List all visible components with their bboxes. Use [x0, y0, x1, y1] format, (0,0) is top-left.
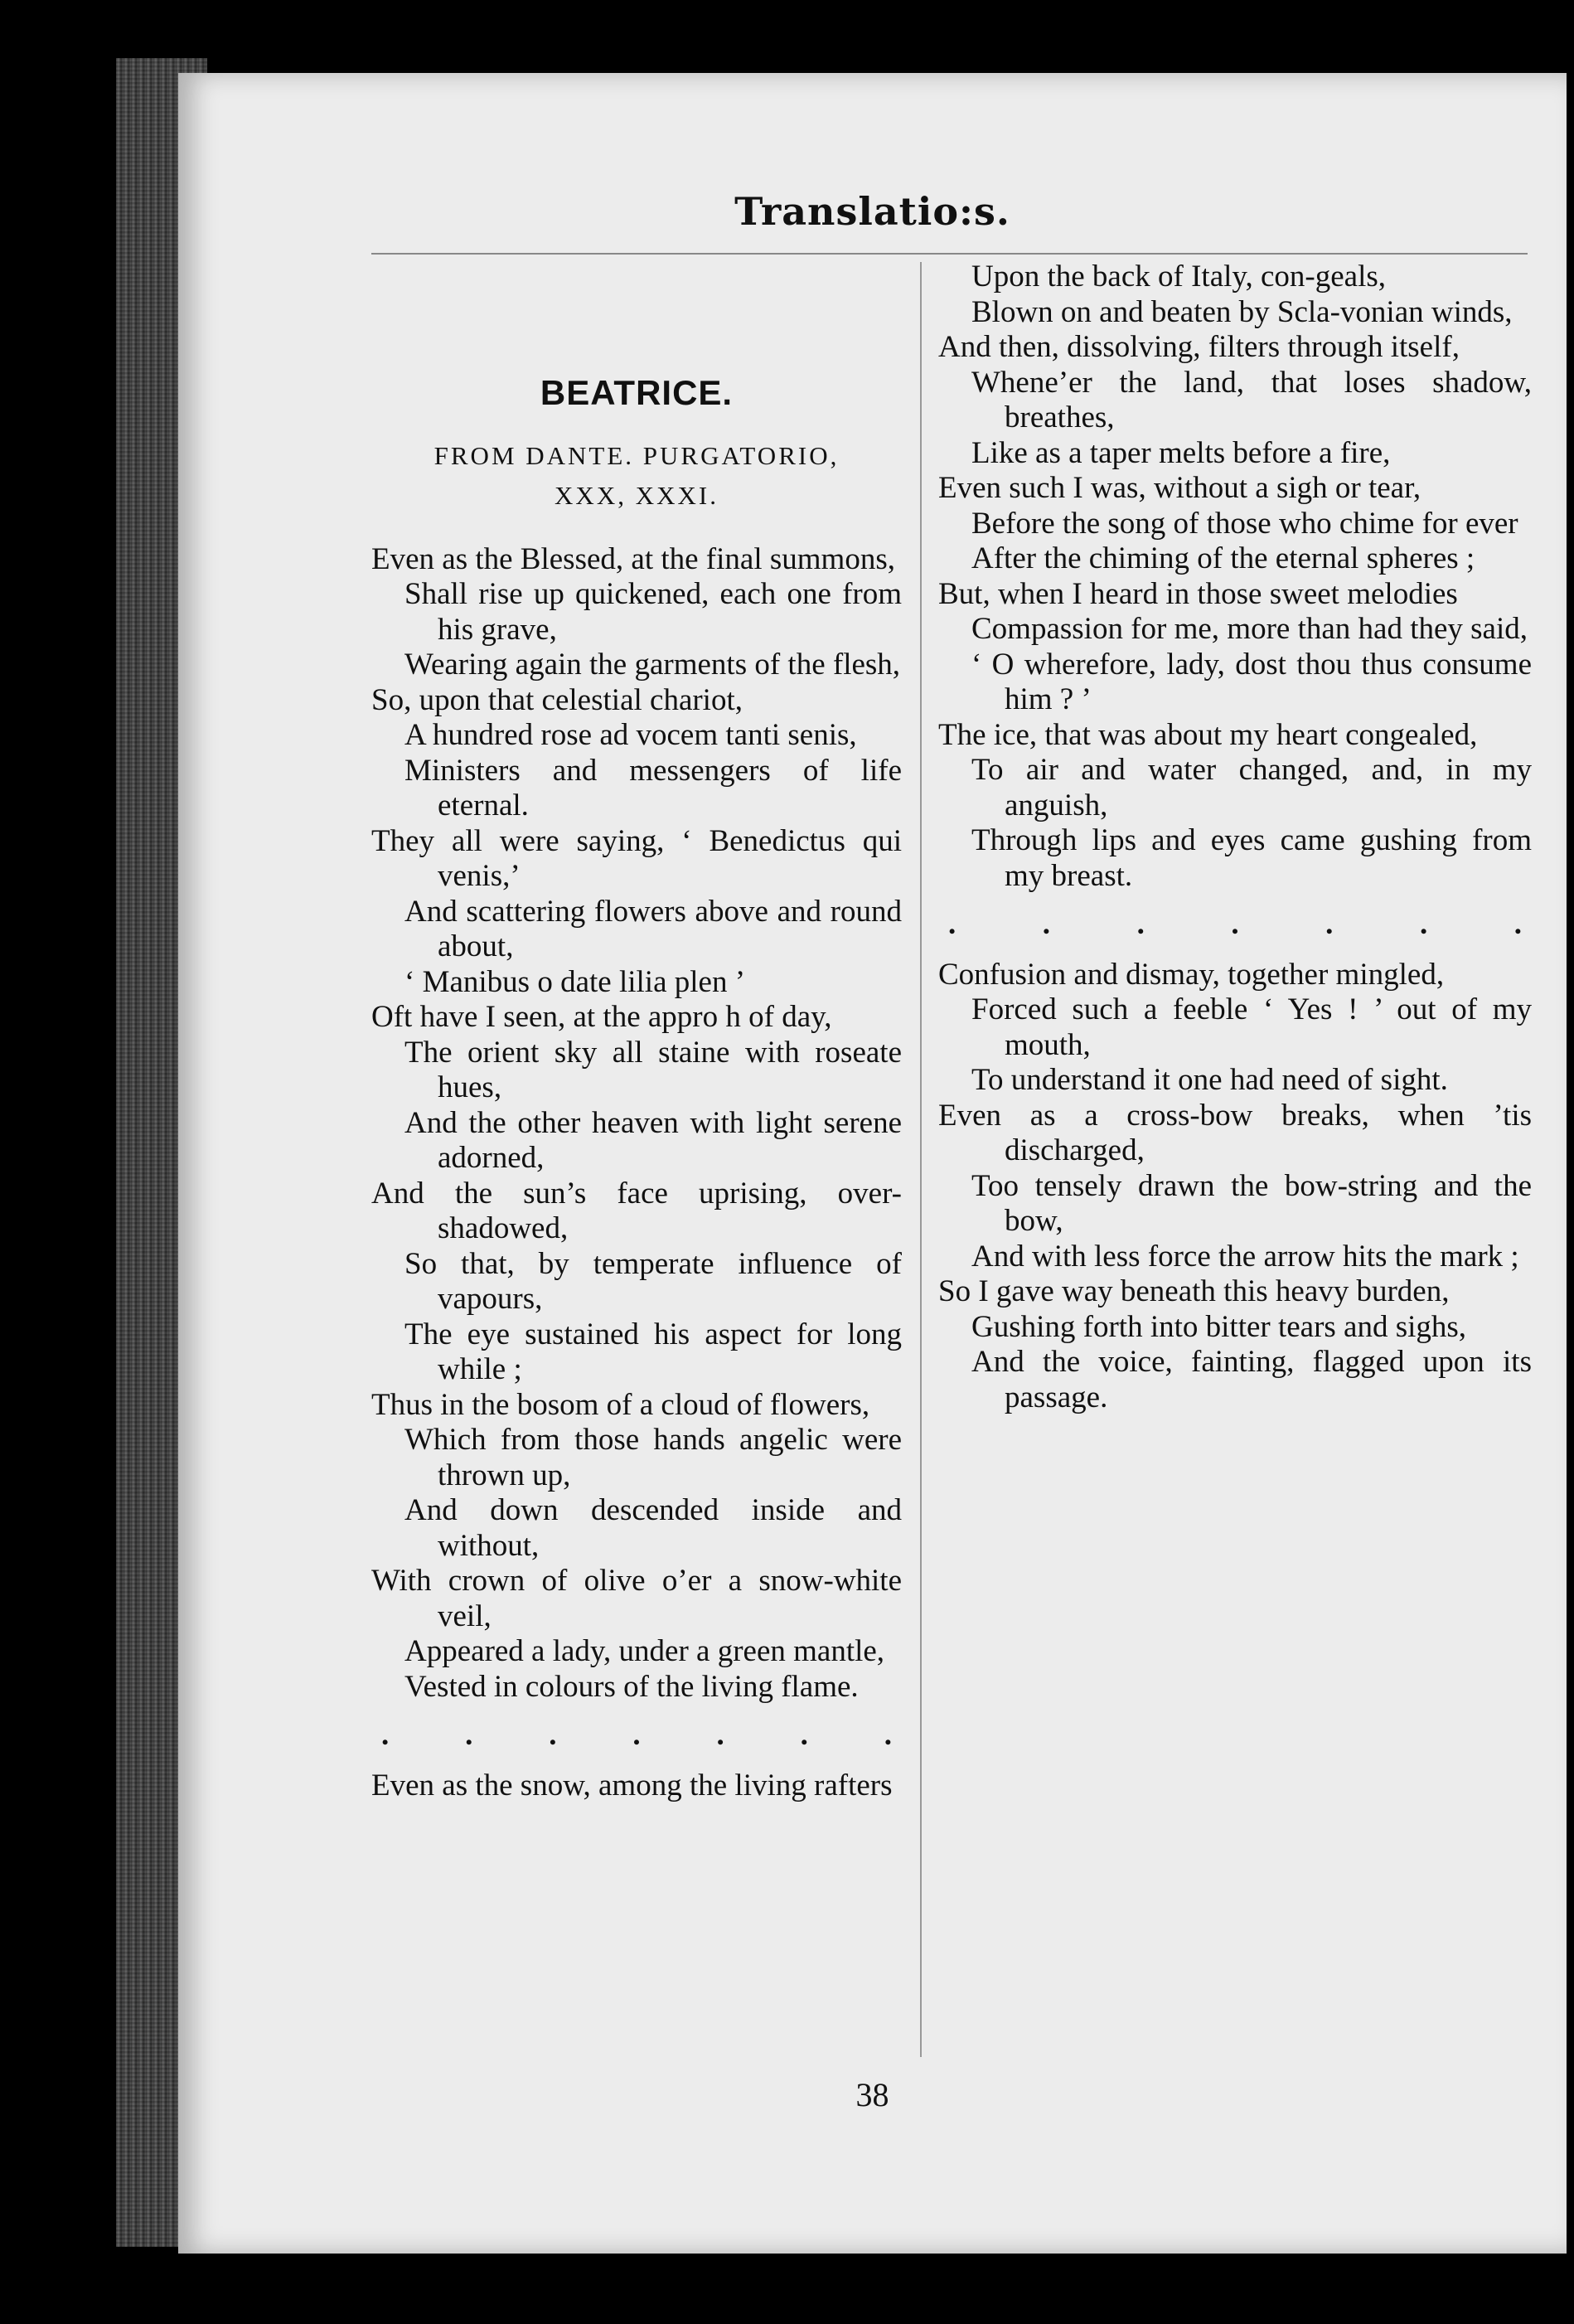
- verse-line: ‘ Manibus o date lilia plen ’: [404, 964, 746, 999]
- verse-line: Whene’er the land, that loses shadow, breathes,: [971, 365, 1532, 434]
- right-column: [938, 260, 1532, 1415]
- page-number: 38: [855, 2076, 889, 2113]
- verse-line: A hundred rose ad vocem tanti senis,: [404, 718, 857, 752]
- verse-line: Oft have I seen, at the appro h of day,: [371, 1000, 832, 1034]
- source-line-2: XXX, XXXI.: [555, 480, 719, 510]
- source-line-1: FROM DANTE. PURGATORIO,: [433, 440, 840, 470]
- verse-line: Forced such a feeble ‘ Yes ! ’ out of my mouth,: [971, 992, 1532, 1062]
- verse-line: Vested in colours of the living flame.: [404, 1669, 859, 1704]
- verse-line: After the chiming of the eternal spheres ;: [971, 541, 1475, 575]
- verse-line: The orient sky all staine with roseate hues,: [404, 1035, 902, 1104]
- verse-line: They all were saying, ‘ Benedictus qui venis,’: [371, 823, 902, 893]
- verse-line: Even such I was, without a sigh or tear,: [938, 471, 1421, 505]
- verse-line: Appeared a lady, under a green mantle,: [404, 1634, 885, 1668]
- ellipsis-dots: . . . . . . .: [948, 907, 1522, 941]
- verse-line: Which from those hands angelic were thrown up,: [404, 1423, 902, 1492]
- verse-line: Upon the back of Italy, con-geals,: [971, 260, 1387, 294]
- left-column: [371, 260, 902, 1803]
- column-divider: [920, 262, 922, 2057]
- poem-source: [371, 436, 902, 516]
- verse-line: So I gave way beneath this heavy burden,: [938, 1274, 1450, 1308]
- verse-line: To understand it one had need of sight.: [971, 1063, 1448, 1097]
- verse-line: The eye sustained his aspect for long while ;: [404, 1317, 902, 1386]
- verse-line: And down descended inside and without,: [404, 1493, 902, 1563]
- poem-title: BEATRICE.: [540, 373, 734, 412]
- verse-line: The ice, that was about my heart congealed,: [938, 717, 1478, 752]
- right-stanza-1: [938, 260, 1532, 894]
- verse-line: Before the song of those who chime for ever: [971, 506, 1518, 541]
- right-stanza-2: [938, 958, 1532, 1416]
- verse-line: Wearing again the garments of the flesh,: [404, 648, 901, 682]
- verse-line: Ministers and messengers of life eternal.: [404, 753, 902, 822]
- ellipsis-dots: . . . . . . .: [381, 1718, 892, 1752]
- verse-line: And the voice, fainting, flagged upon its passage.: [971, 1345, 1532, 1414]
- verse-line: Blown on and beaten by Scla-vonian winds,: [971, 294, 1513, 329]
- verse-line: Compassion for me, more than had they said,: [971, 612, 1528, 646]
- verse-line: Shall rise up quickened, each one from his grave,: [404, 577, 902, 647]
- running-head: Translatio:s.: [734, 189, 1010, 234]
- verse-line: So that, by temperate influence of vapours,: [404, 1246, 902, 1316]
- verse-line: Even as the snow, among the living rafters: [371, 1768, 893, 1802]
- verse-line: Like as a taper melts before a fire,: [971, 435, 1391, 470]
- verse-line: And the sun’s face uprising, over-shadowed,: [371, 1176, 902, 1245]
- verse-line: And scattering flowers above and round about,: [404, 894, 902, 963]
- verse-line: But, when I heard in those sweet melodies: [938, 576, 1458, 611]
- verse-line: And the other heaven with light serene adorned,: [404, 1105, 902, 1175]
- verse-line: To air and water changed, and, in my anguish,: [971, 753, 1532, 822]
- verse-line: And then, dissolving, filters through itself,: [938, 330, 1460, 364]
- verse-line: And with less force the arrow hits the mark ;: [971, 1239, 1519, 1274]
- verse-line: Too tensely drawn the bow-string and the bow,: [971, 1168, 1532, 1238]
- verse-line: ‘ O wherefore, lady, dost thou thus consume him ? ’: [971, 647, 1532, 716]
- verse-line: Confusion and dismay, together mingled,: [938, 957, 1445, 992]
- verse-line: Thus in the bosom of a cloud of flowers,: [371, 1387, 870, 1422]
- book-page: [178, 73, 1567, 2254]
- verse-line: Through lips and eyes came gushing from my breast.: [971, 823, 1532, 893]
- verse-line: Even as the Blessed, at the final summons,: [371, 541, 895, 576]
- header-rule: [371, 253, 1528, 255]
- left-stanza-1: [371, 542, 902, 1705]
- left-stanza-2: [371, 1768, 902, 1804]
- verse-line: With crown of olive o’er a snow-white veil,: [371, 1564, 902, 1633]
- verse-line: Gushing forth into bitter tears and sighs,: [971, 1309, 1467, 1344]
- verse-line: So, upon that celestial chariot,: [371, 682, 743, 717]
- verse-line: Even as a cross-bow breaks, when ’tis discharged,: [938, 1098, 1532, 1167]
